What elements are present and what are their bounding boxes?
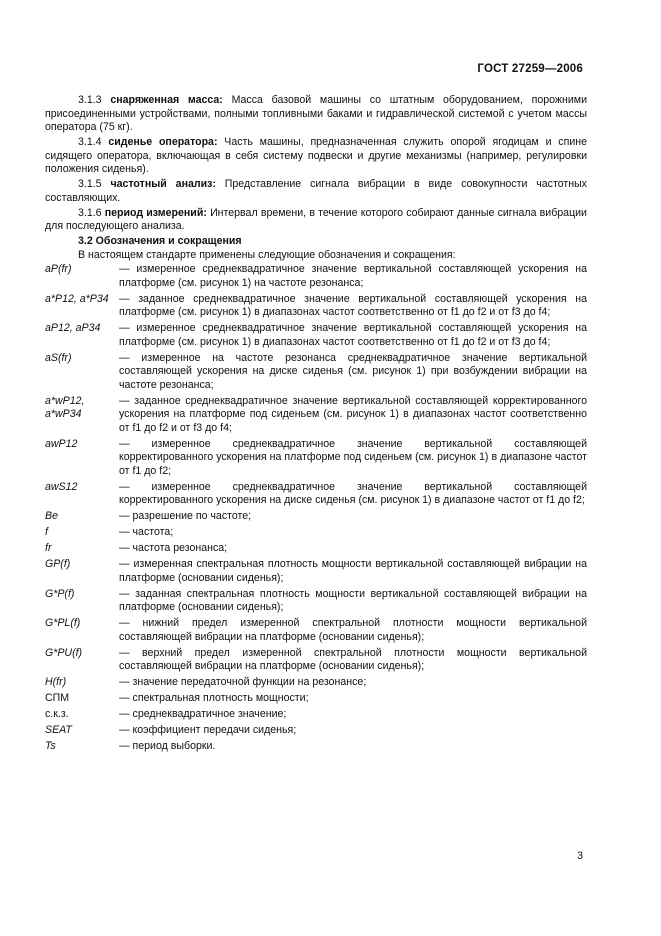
description: — коэффициент передачи сиденья; <box>119 724 297 736</box>
page-number: 3 <box>577 850 583 862</box>
definition-row <box>45 395 587 436</box>
definition-row <box>45 510 587 524</box>
term: период измерений: <box>104 206 207 219</box>
symbol: awP12 <box>45 437 78 450</box>
section-3-1-3: 3.1.3 снаряженная масса: Масса базовой машины со штатным оборудованием, порожними присоединенными устройствами, полными топливными баками и гидравлической системой с учетом массы оператора (75 кг). <box>45 94 587 133</box>
symbol: a*P12, a*P34 <box>45 292 109 305</box>
symbol: с.к.з. <box>45 708 69 720</box>
description: — частота; <box>119 526 174 538</box>
section-3-1-5: 3.1.5 частотный анализ: Представление сигнала вибрации в виде совокупности частотных составляющих. <box>45 178 587 204</box>
description: — период выборки. <box>119 740 216 752</box>
definition-row <box>45 740 587 754</box>
term: сиденье оператора: <box>108 136 218 148</box>
symbol: СПМ <box>45 692 70 704</box>
description: — среднеквадратичное значение; <box>119 708 287 720</box>
definition-row <box>45 322 587 349</box>
definition-row <box>45 676 587 690</box>
symbol: Ts <box>45 740 56 752</box>
symbol: f <box>45 526 48 538</box>
subsection-title: 3.2 Обозначения и сокращения <box>78 235 242 247</box>
section-3-1-4: 3.1.4 сиденье оператора: Часть машины, предназначенная служить опорой ягодицам и спине сидящего оператора, включающая в себя систему подвески и другие механизмы (например, регулировки положения сиденья). <box>45 136 587 175</box>
description: — измеренное среднеквадратичное значение вертикальной составляющей ускорения на платформе (см. рисунок 1) на частоте резонанса; <box>119 263 587 289</box>
term: снаряженная масса: <box>110 94 223 106</box>
definition-row <box>45 692 587 706</box>
symbol: aP12, aP34 <box>45 322 101 334</box>
definition-row <box>45 542 587 556</box>
term: частотный анализ: <box>110 178 216 190</box>
description: — заданное среднеквадратичное значение вертикальной составляющей ускорения на платформе (см. рисунок 1) в диапазонах частот соответственно от f1 до f2 и от f3 до f4; <box>119 292 587 318</box>
definition-row <box>45 263 587 290</box>
page-content <box>45 94 587 756</box>
definition-row <box>45 293 587 320</box>
symbol: aS(fr) <box>45 351 72 364</box>
definition-row <box>45 588 587 615</box>
definition-row <box>45 438 587 479</box>
definition-row <box>45 708 587 722</box>
definition-row <box>45 724 587 738</box>
definition-row <box>45 352 587 393</box>
definition-row <box>45 481 587 508</box>
symbol: SEAT <box>45 724 72 736</box>
description: — измеренное среднеквадратичное значение вертикальной составляющей корректированного ускорения на платформе под сиденьем (см. рисунок 1) в диапазоне частот от f1 до f2; <box>119 437 587 477</box>
symbol: G*P(f) <box>45 587 75 600</box>
description: — разрешение по частоте; <box>119 510 252 522</box>
description: — измеренное на частоте резонанса среднеквадратичное значение вертикальной составляющей ускорения на диске сиденья (см. рисунок 1) при возбуждении вибрации на частоте резонанса; <box>119 351 587 391</box>
description: — заданная спектральная плотность мощности вертикальной составляющей вибрации на платформе (основании сиденья); <box>119 587 587 613</box>
definition-row <box>45 617 587 644</box>
definitions-list <box>45 263 587 754</box>
definition-row <box>45 647 587 674</box>
description: — значение передаточной функции на резонансе; <box>119 676 367 688</box>
description: — измеренная спектральная плотность мощности вертикальной составляющей вибрации на платформе (основании сиденья); <box>119 558 587 584</box>
subsection-intro: В настоящем стандарте применены следующие обозначения и сокращения: <box>78 248 456 261</box>
description: — измеренное среднеквадратичное значение вертикальной составляющей корректированного ускорения на диске сиденья (см. рисунок 1) в диапазоне частот от f1 до f2; <box>119 480 587 506</box>
description: — частота резонанса; <box>119 542 228 554</box>
symbol: aP(fr) <box>45 263 72 275</box>
symbol: G*PU(f) <box>45 646 83 659</box>
document-header: ГОСТ 27259—2006 <box>477 63 583 75</box>
definition-row <box>45 526 587 540</box>
symbol: H(fr) <box>45 676 67 688</box>
description: — спектральная плотность мощности; <box>119 692 309 704</box>
description: — измеренное среднеквадратичное значение вертикальной составляющей ускорения на платформе (см. рисунок 1) в диапазонах частот соответственно от f1 до f2 и от f3 до f4; <box>119 322 587 348</box>
definition-row <box>45 558 587 585</box>
description: — верхний предел измеренной спектральной плотности мощности вертикальной составляющей вибрации на платформе (основании сиденья); <box>119 646 587 672</box>
section-3-1-6: 3.1.6 период измерений: Интервал времени, в течение которого собирают данные сигнала вибрации для последующего анализа. <box>45 206 587 232</box>
symbol: awS12 <box>45 480 78 493</box>
description: — нижний предел измеренной спектральной плотности мощности вертикальной составляющей вибрации на платформе (основании сиденья); <box>119 617 587 643</box>
symbol: a*wP12, a*wP34 <box>45 394 85 420</box>
symbol: fr <box>45 542 52 554</box>
symbol: GP(f) <box>45 558 71 570</box>
symbol: Be <box>45 510 58 522</box>
symbol: G*PL(f) <box>45 617 81 629</box>
description: — заданное среднеквадратичное значение вертикальной составляющей корректированного ускорения на платформе под сиденьем (см. рисунок 1) в диапазонах частот соответственно от f1 до f2 и от f3 до f4; <box>119 394 587 434</box>
